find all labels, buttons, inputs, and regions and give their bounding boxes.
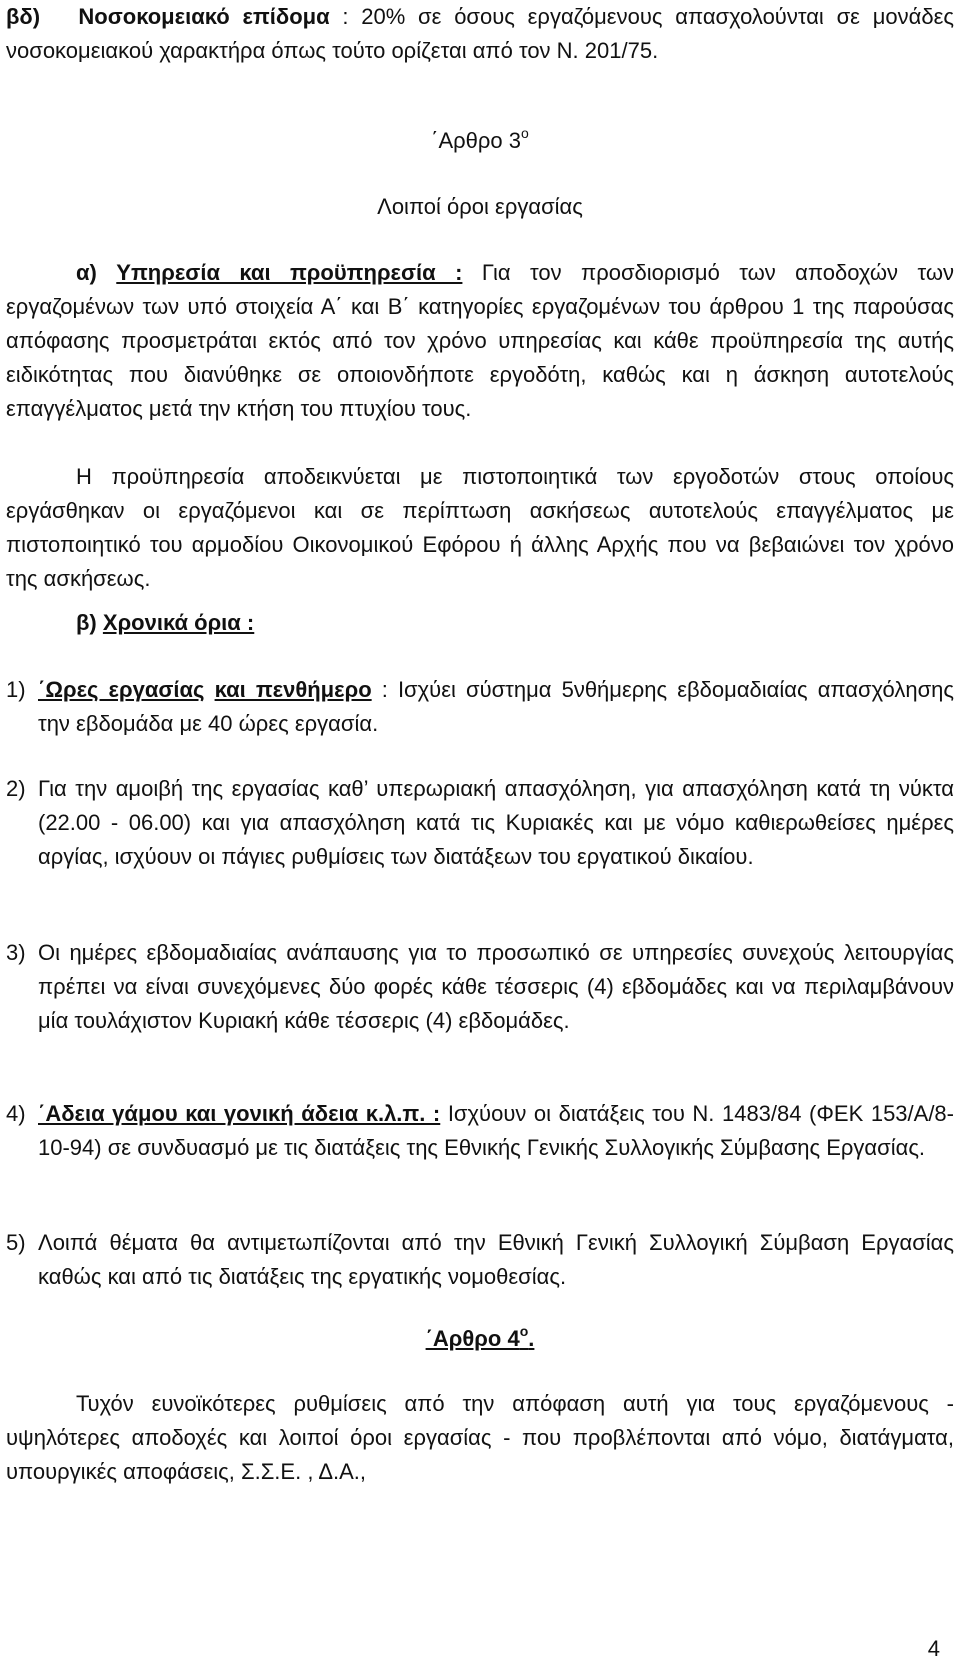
list-item-5 <box>6 1226 954 1294</box>
article-heading-dot: . <box>528 1326 535 1351</box>
para-text: Η προϋπηρεσία αποδεικνύεται με πιστοποιητικά των εργοδοτών στους οποίους εργάσθηκαν οι εργαζόμενοι και σε περίπτωση ασκήσεως αυτοτελούς επαγγέλματος με πιστοποιητικό του αρμοδίου Οικονομικού Εφόρου ή άλλης Αρχής που να βεβαιώνει τον χρόνο της ασκήσεως. <box>6 464 954 591</box>
para-label: α) <box>76 260 97 285</box>
list-item-body <box>38 936 954 1038</box>
list-item-number: 4) <box>6 1101 26 1126</box>
paragraph-prior-service-proof <box>6 460 954 596</box>
list-item-number: 1) <box>6 677 26 702</box>
list-item-separator: : <box>371 677 398 702</box>
list-item-number: 3) <box>6 940 26 965</box>
paragraph-article-4 <box>6 1387 954 1489</box>
paragraph-service <box>6 256 954 426</box>
paragraph-hospital-allowance <box>6 0 954 68</box>
list-item-3 <box>6 936 954 1038</box>
list-item-body <box>38 772 954 874</box>
list-item-body <box>38 673 954 741</box>
article-subheading-text: Λοιποί όροι εργασίας <box>377 194 583 219</box>
list-item-text: Ισχύει σύστημα 5νθήμερης εβδομαδιαίας απασχόλησης την εβδομάδα με 40 ώρες εργασία. <box>38 677 954 736</box>
article-3-heading <box>6 124 954 158</box>
para-title: Υπηρεσία και προϋπηρεσία : <box>116 260 463 285</box>
para-text: : 20% σε όσους εργαζόμενους απασχολούνται σε μονάδες νοσοκομειακού χαρακτήρα όπως τούτο ορίζεται από τον Ν. 201/75. <box>6 4 955 63</box>
list-item-number: 5) <box>6 1230 26 1255</box>
article-heading-sup: ο <box>521 125 529 141</box>
list-item-title: και πενθήμερο <box>214 677 372 702</box>
para-label: β) <box>76 610 97 635</box>
list-item-text: Για την αμοιβή της εργασίας καθ’ υπερωριακή απασχόληση, για απασχόληση κατά τη νύκτα (22.00 - 06.00) και για απασχόληση κατά τις Κυριακές και με νόμο καθιερωθείσες ημέρες αργίας, ισχύουν οι πάγιες ρυθμίσεις των διατάξεων του εργατικού δικαίου. <box>38 776 954 869</box>
para-title: Χρονικά όρια : <box>102 610 255 635</box>
list-item-number: 2) <box>6 776 26 801</box>
article-3-subheading <box>6 190 954 224</box>
list-item-body <box>38 1097 954 1165</box>
list-item-title: ΄Αδεια γάμου και γονική άδεια κ.λ.π. : <box>38 1101 441 1126</box>
para-label: βδ) <box>6 4 41 29</box>
list-item-title: ΄Ωρες εργασίας <box>38 677 205 702</box>
list-item-body <box>38 1226 954 1294</box>
page-number: 4 <box>927 1636 940 1661</box>
article-heading-sup: ο <box>519 1323 529 1339</box>
article-heading-text: ΄Αρθρο 3 <box>431 128 522 153</box>
list-item-text: Ισχύουν οι διατάξεις του Ν. 1483/84 (ΦΕΚ 153/Α/8-10-94) σε συνδυασμό με τις διατάξεις της Εθνικής Γενικής Συλλογικής Σύμβασης Εργασίας. <box>38 1101 954 1160</box>
paragraph-time-limits <box>6 606 954 640</box>
para-title: Νοσοκομειακό επίδομα <box>78 4 330 29</box>
para-text: Για τον προσδιορισμό των αποδοχών των εργαζομένων των υπό στοιχεία Α΄ και Β΄ κατηγορίες εργαζομένων του άρθρου 1 της παρούσας απόφασης προσμετράται εκτός από τον χρόνο υπηρεσίας και κάθε προϋπηρεσία της αυτής ειδικότητας που διανύθηκε σε οποιονδήποτε εργοδότη, καθώς και η άσκηση αυτοτελούς επαγγέλματος μετά την κτήση του πτυχίου τους. <box>6 260 954 421</box>
para-text: Τυχόν ευνοϊκότερες ρυθμίσεις από την απόφαση αυτή για τους εργαζόμενους - υψηλότερες αποδοχές και λοιποί όροι εργασίας - που προβλέπονται από νόμο, διατάγματα, υπουργικές αποφάσεις, Σ.Σ.Ε. , Δ.Α., <box>6 1391 954 1484</box>
list-item-2 <box>6 772 954 874</box>
article-heading-text: ΄Αρθρο 4 <box>425 1326 520 1351</box>
list-item-text: Λοιπά θέματα θα αντιμετωπίζονται από την Εθνική Γενική Συλλογική Σύμβαση Εργασίας καθώς και από τις διατάξεις της εργατικής νομοθεσίας. <box>38 1230 954 1289</box>
list-item-1 <box>6 673 954 741</box>
list-item-4 <box>6 1097 954 1165</box>
list-item-text: Οι ημέρες εβδομαδιαίας ανάπαυσης για το προσωπικό σε υπηρεσίες συνεχούς λειτουργίας πρέπει να είναι συνεχόμενες δύο φορές κάθε τέσσερις (4) εβδομάδες και να περιλαμβάνουν μία τουλάχιστον Κυριακή κάθε τέσσερις (4) εβδομάδες. <box>38 940 954 1033</box>
article-4-heading <box>6 1322 954 1356</box>
